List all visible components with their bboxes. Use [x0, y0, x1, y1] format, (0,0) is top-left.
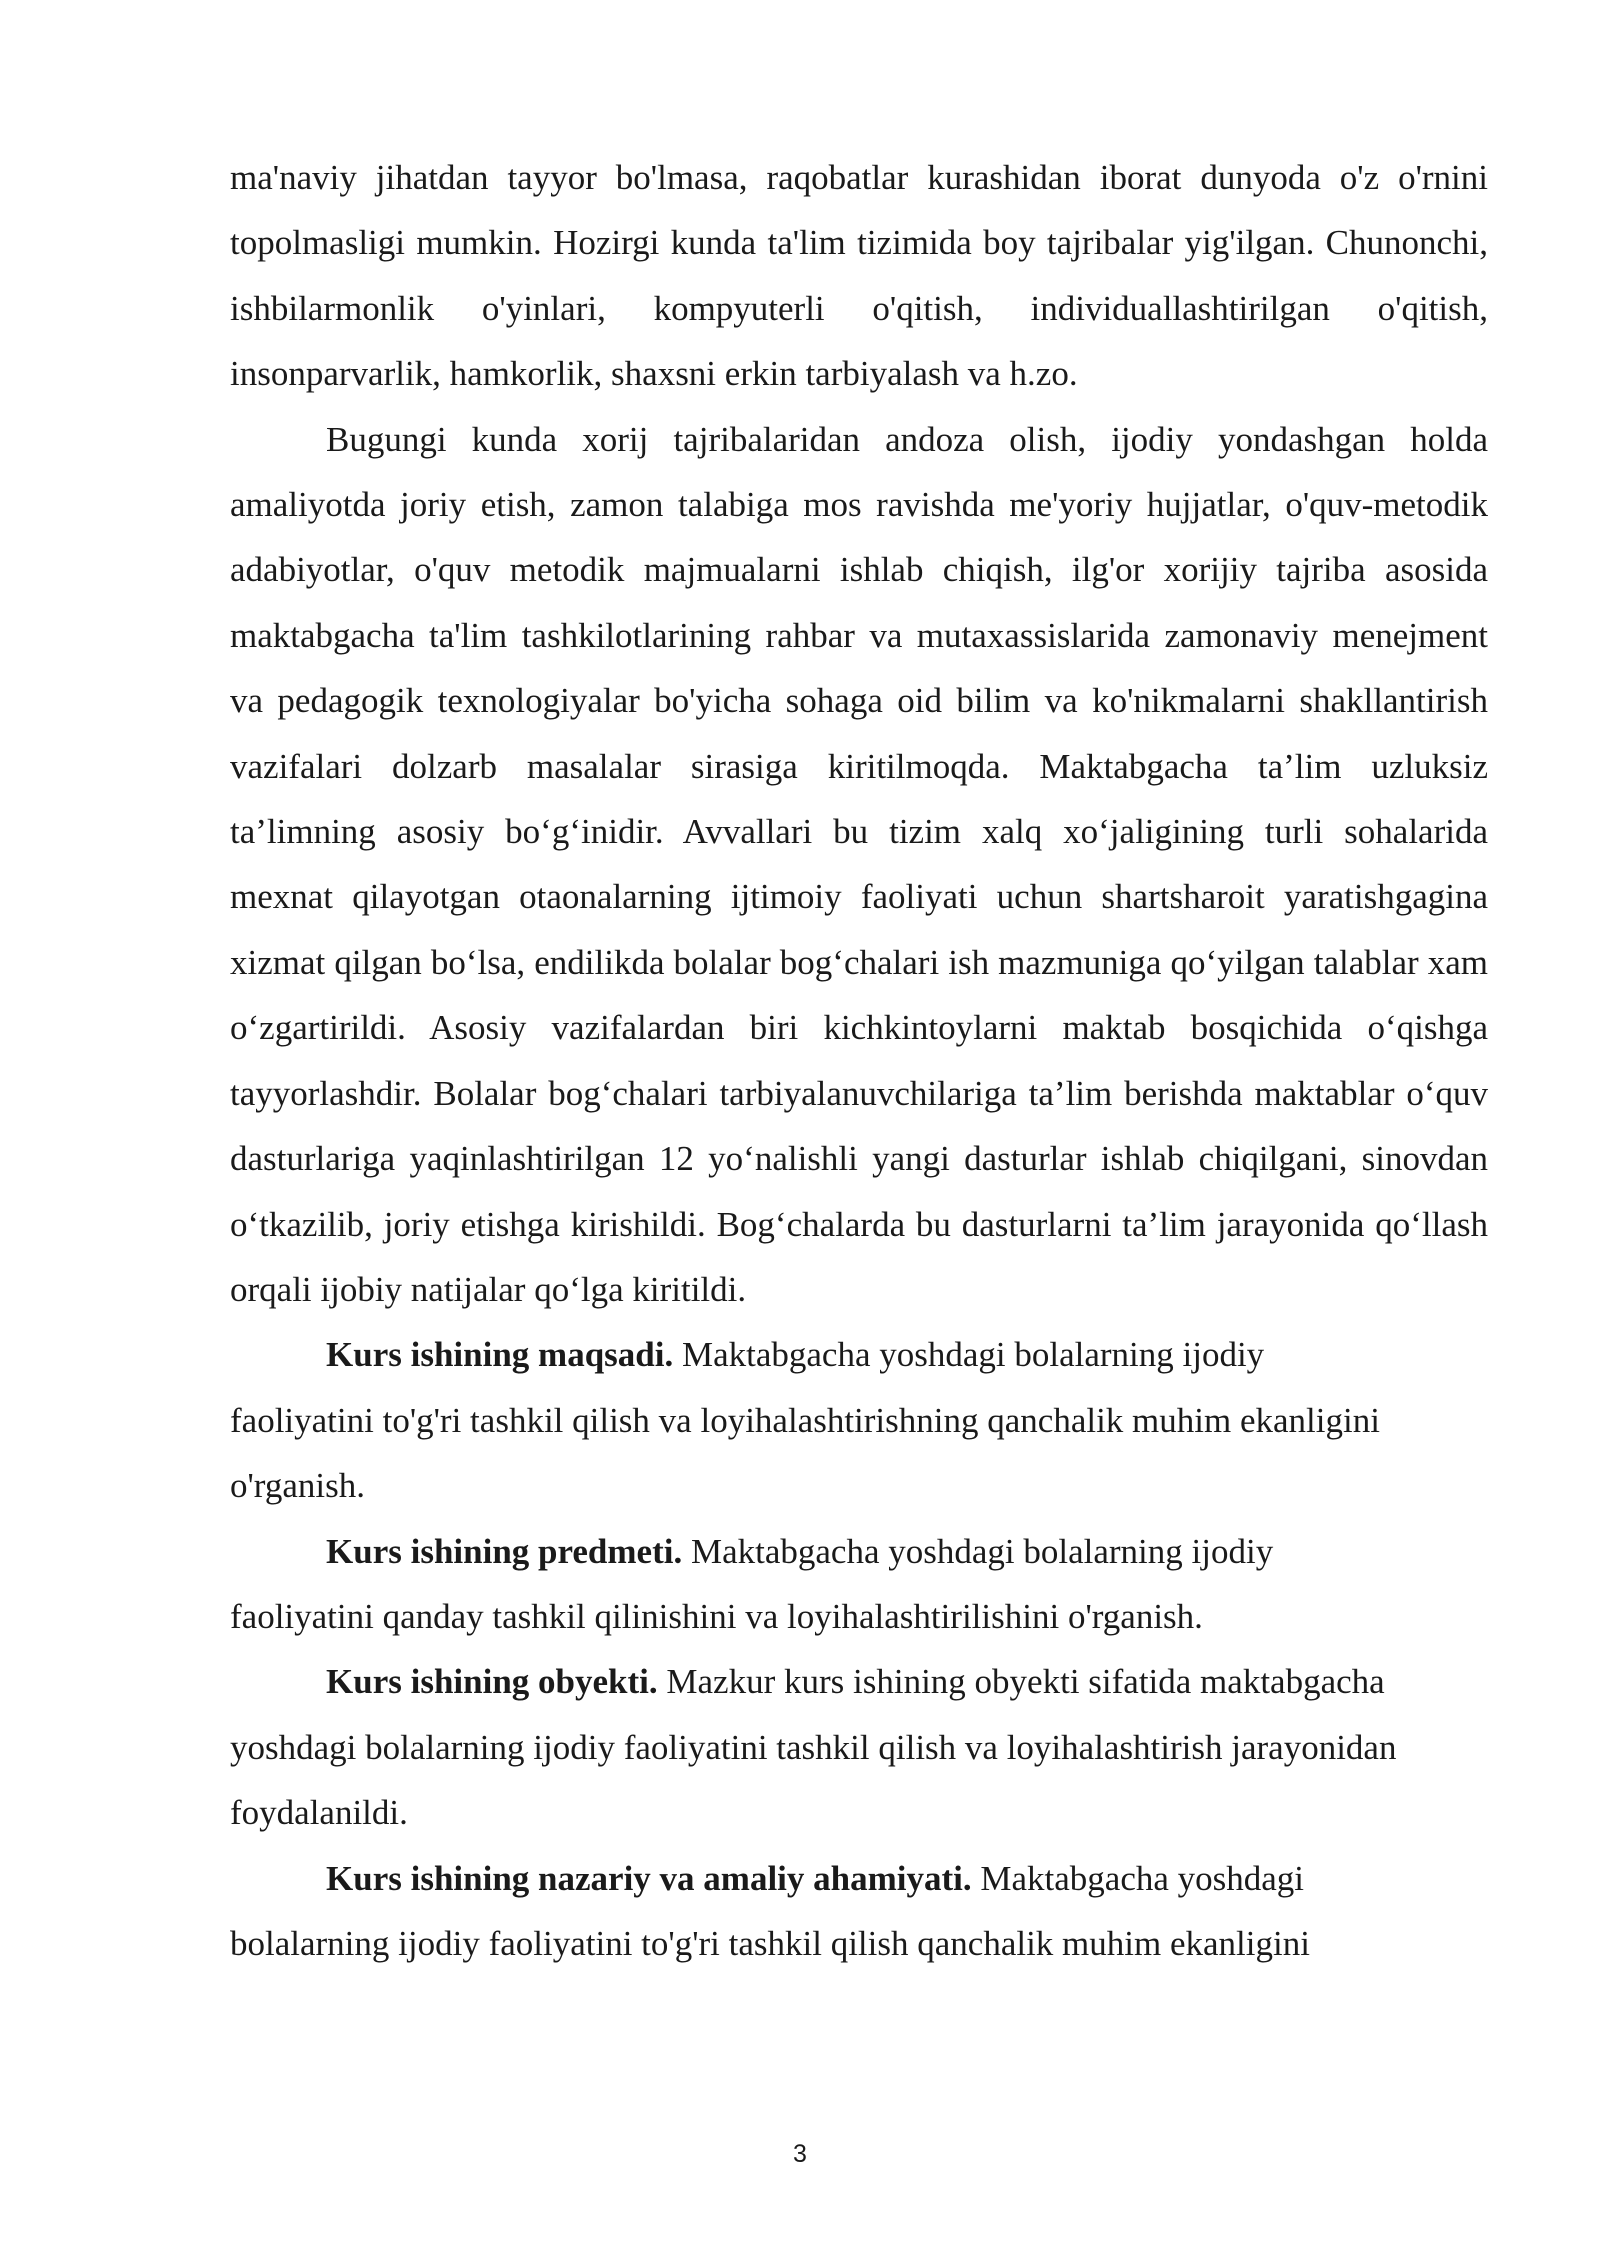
section-text: Maktabgacha yoshdagi — [980, 1858, 1305, 1898]
section-heading: Kurs ishining predmeti. — [326, 1531, 683, 1571]
section-predmeti — [230, 1519, 1488, 1650]
section-text: Maktabgacha yoshdagi bolalarning ijodiy — [690, 1531, 1274, 1571]
section-ahamiyati — [230, 1846, 1488, 1977]
section-continuation: faoliyatini qanday tashkil qilinishini va loyihalashtirilishini o'rganish. — [230, 1596, 1203, 1636]
section-first-line — [230, 1649, 1488, 1714]
page-number: 3 — [793, 2140, 807, 2168]
section-first-line — [230, 1846, 1488, 1911]
section-first-line — [230, 1322, 1488, 1387]
section-continuation: faoliyatini to'g'ri tashkil qilish va loyihalashtirishning qanchalik muhim ekanligini o'rganish. — [230, 1400, 1380, 1506]
page-body — [230, 145, 1488, 1976]
section-text: Maktabgacha yoshdagi bolalarning ijodiy — [681, 1335, 1265, 1375]
paragraph-main: Bugungi kunda xorij tajribalaridan andoza olish, ijodiy yondashgan holda amaliyotda joriy etish, zamon talabiga mos ravishda me'yoriy hujjatlar, o'quv-metodik adabiyotlar, o'quv metodik majmualarni ishlab chiqish, ilg'or xorijiy tajriba asosida maktabgacha ta'lim tashkilotlarining rahbar va mutaxassislarida zamonaviy menejment va pedagogik texnologiyalar bo'yicha sohaga oid bilim va ko'nikmalarni shakllantirish vazifalari dolzarb masalalar sirasiga kiritilmoqda. Maktabgacha ta’lim uzluksiz ta’limning asosiy bo‘g‘inidir. Avvallari bu tizim xalq xo‘jaligining turli sohalarida mexnat qilayotgan otaonalarning ijtimoiy faoliyati uchun shartsharoit yaratishgagina xizmat qilgan bo‘lsa, endilikda bolalar bog‘chalari ish mazmuniga qo‘yilgan talablar xam o‘zgartirildi. Asosiy vazifalardan biri kichkintoylarni maktab bosqichida o‘qishga tayyorlashdir. Bolalar bog‘chalari tarbiyalanuvchilariga ta’lim berishda maktablar o‘quv dasturlariga yaqinlashtirilgan 12 yo‘nalishli yangi dasturlar ishlab chiqilgani, sinovdan o‘tkazilib, joriy etishga kirishildi. Bog‘chalarda bu dasturlarni ta’lim jarayonida qo‘llash orqali ijobiy natijalar qo‘lga kiritildi. — [230, 419, 1488, 1309]
section-first-line — [230, 1519, 1488, 1584]
section-heading: Kurs ishining obyekti. — [326, 1662, 658, 1702]
paragraph-intro: ma'naviy jihatdan tayyor bo'lmasa, raqobatlar kurashidan iborat dunyoda o'z o'rnini topolmasligi mumkin. Hozirgi kunda ta'lim tizimida boy tajribalar yig'ilgan. Chunonchi, ishbilarmonlik o'yinlari, kompyuterli o'qitish, individuallashtirilgan o'qitish, insonparvarlik, hamkorlik, shaxsni erkin tarbiyalash va h.zo. — [230, 158, 1488, 394]
section-heading: Kurs ishining maqsadi. — [326, 1335, 674, 1375]
section-continuation: yoshdagi bolalarning ijodiy faoliyatini tashkil qilish va loyihalashtirish jarayonidan foydalanildi. — [230, 1727, 1397, 1833]
section-obyekti — [230, 1649, 1488, 1845]
section-heading: Kurs ishining nazariy va amaliy ahamiyati. — [326, 1858, 972, 1898]
section-text: Mazkur kurs ishining obyekti sifatida maktabgacha — [666, 1662, 1385, 1702]
section-continuation: bolalarning ijodiy faoliyatini to'g'ri tashkil qilish qanchalik muhim ekanligini — [230, 1923, 1310, 1963]
section-maqsadi — [230, 1322, 1488, 1518]
